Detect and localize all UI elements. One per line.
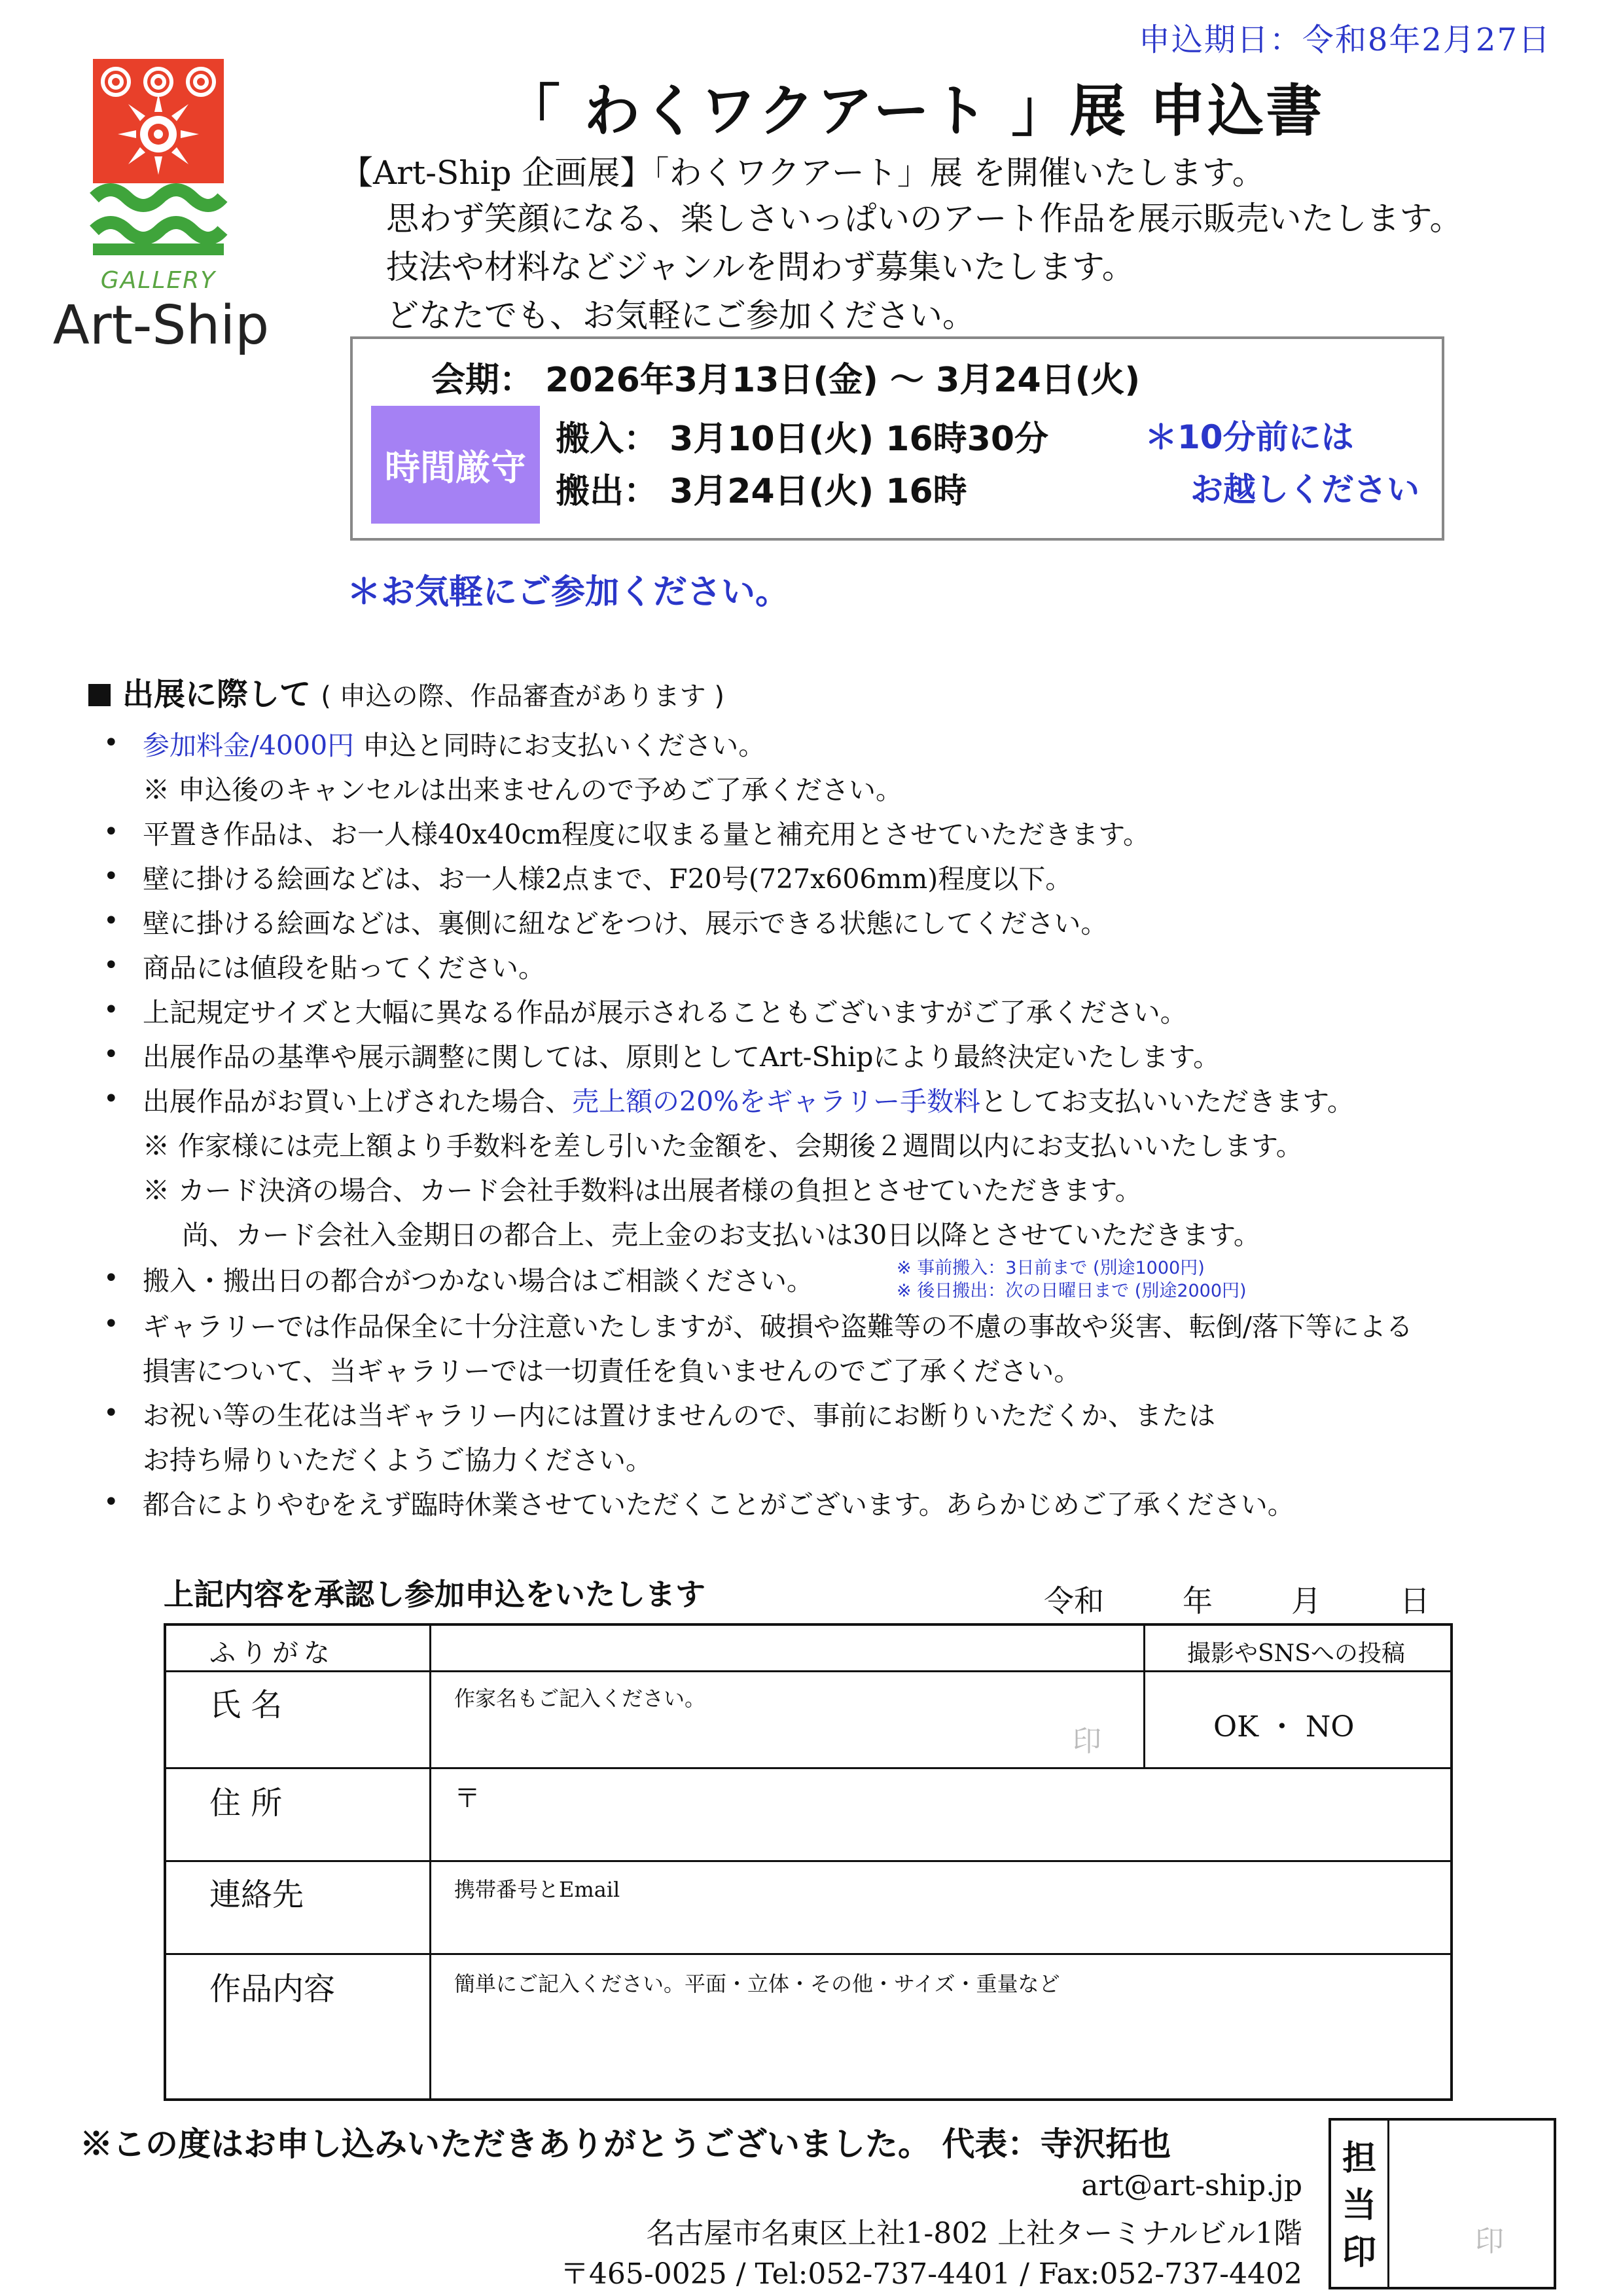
gallery-address: 名古屋市名東区上社1-802 上社ターミナルビル1階 xyxy=(646,2217,1302,2250)
sun-wave-logo-icon xyxy=(54,59,263,268)
column-divider xyxy=(1143,1626,1145,1767)
sns-consent-label: 撮影やSNSへの投稿 xyxy=(1187,1640,1405,1667)
works-label: 作品内容 xyxy=(209,1971,336,2007)
rule-item: 出展作品の基準や展示調整に関しては、原則としてArt-Shipにより最終決定いたします。 xyxy=(143,1041,1221,1073)
column-divider xyxy=(429,1626,431,2101)
carry-in-time: 搬入： 3月10日(火) 16時30分 xyxy=(556,420,1049,459)
contact-hint: 携帯番号とEmail xyxy=(454,1877,620,1902)
intro-line: 【Art-Ship 企画展】「わくワクアート」展 を開催いたします。 xyxy=(340,154,1265,192)
works-hint: 簡単にご記入ください。平面・立体・その他・サイズ・重量など xyxy=(454,1971,1060,1996)
rule-note: ※ 作家様には売上額より手数料を差し引いた金額を、会期後２週間以内にお支払いいたします。 xyxy=(143,1130,1303,1162)
seal-mark: 印 xyxy=(1073,1725,1101,1758)
section-title: 出展に際して xyxy=(122,676,312,713)
gallery-logo xyxy=(52,59,270,367)
staff-seal-label: 担当印 xyxy=(1342,2138,1376,2272)
commission-text: としてお支払いいただきます。 xyxy=(980,1086,1354,1117)
staff-seal-mark: 印 xyxy=(1475,2225,1504,2258)
gallery-contact: 〒465-0025 / Tel:052-737-4401 / Fax:052-737-4402 xyxy=(560,2257,1302,2291)
rule-item: 壁に掛ける絵画などは、裏側に紐などをつけ、展示できる状態にしてください。 xyxy=(143,908,1108,939)
staff-box-divider xyxy=(1387,2121,1389,2287)
staff-seal-box xyxy=(1329,2118,1556,2289)
rule-item-cont: お持ち帰りいただくようご協力ください。 xyxy=(143,1444,652,1476)
address-label: 住 所 xyxy=(209,1785,283,1821)
furigana-label: ふりがな xyxy=(209,1638,335,1668)
agreement-statement: 上記内容を承認し参加申込をいたします xyxy=(164,1577,705,1612)
bullet-icon: • xyxy=(103,1039,119,1069)
bullet-icon: • xyxy=(103,728,119,758)
rule-item: お祝い等の生花は当ギャラリー内には置けませんので、事前にお断りいただくか、または xyxy=(143,1400,1216,1431)
exhibition-period: 会期： 2026年3月13日(金) 〜 3月24日(火) xyxy=(431,361,1141,400)
date-era: 令和 xyxy=(1044,1583,1104,1619)
section-subtitle: ( 申込の際、作品審査があります ) xyxy=(321,681,724,711)
page-title: 「 わくワクアート 」展 申込書 xyxy=(504,78,1325,144)
row-divider xyxy=(166,1767,1450,1769)
logo-gallery-text: GALLERY xyxy=(100,267,217,294)
application-date xyxy=(1044,1577,1430,1621)
fee-text: 申込と同時にお支払いください。 xyxy=(354,730,766,761)
logo-name-text: Art-Ship xyxy=(52,295,270,357)
rule-item: 搬入・搬出日の都合がつかない場合はご相談ください。 xyxy=(143,1265,813,1297)
schedule-box xyxy=(350,336,1444,541)
rule-item: 上記規定サイズと大幅に異なる作品が展示されることもございますがご了承ください。 xyxy=(143,997,1187,1028)
bullet-icon: • xyxy=(103,906,119,936)
intro-line: 思わず笑顔になる、楽しさいっぱいのアート作品を展示販売いたします。 xyxy=(386,200,1463,238)
application-deadline: 申込期日：令和8年2月27日 xyxy=(1138,22,1551,58)
fee-amount: 参加料金/4000円 xyxy=(143,730,355,761)
name-label: 氏 名 xyxy=(209,1687,283,1723)
name-hint: 作家名もご記入ください。 xyxy=(454,1686,706,1711)
date-year: 年 xyxy=(1183,1583,1213,1619)
gallery-email: art@art-ship.jp xyxy=(1081,2169,1302,2202)
date-month: 月 xyxy=(1291,1583,1321,1619)
postal-mark: 〒 xyxy=(454,1784,480,1814)
bullet-icon: • xyxy=(103,1398,119,1428)
arrive-early-note: ＊10分前には xyxy=(1145,418,1354,456)
late-carry-out-note: ※ 後日搬出：次の日曜日まで (別途2000円) xyxy=(897,1281,1247,1301)
application-form xyxy=(164,1623,1453,2101)
sns-options[interactable]: OK ・ NO xyxy=(1213,1710,1355,1744)
rule-item-cont: 損害について、当ギャラリーでは一切責任を負いませんのでご了承ください。 xyxy=(143,1355,1081,1387)
date-day: 日 xyxy=(1400,1583,1430,1619)
bullet-icon: • xyxy=(103,817,119,847)
bullet-icon: • xyxy=(103,995,119,1025)
row-divider xyxy=(166,1860,1450,1862)
thank-you-message: ※この度はお申し込みいただきありがとうございました。 代表：寺沢拓也 xyxy=(80,2125,1171,2163)
contact-label: 連絡先 xyxy=(209,1876,304,1913)
early-carry-in-note: ※ 事前搬入：3日前まで (別途1000円) xyxy=(897,1258,1205,1278)
intro-line: どなたでも、お気軽にご参加ください。 xyxy=(386,296,975,334)
strict-time-badge: 時間厳守 xyxy=(371,406,540,524)
row-divider xyxy=(166,1953,1450,1955)
rule-item: 壁に掛ける絵画などは、お一人様2点まで、F20号(727x606mm)程度以下。 xyxy=(143,863,1073,895)
rule-note: 尚、カード会社入金期日の都合上、売上金のお支払いは30日以降とさせていただきます。 xyxy=(182,1219,1260,1251)
rule-item: 商品には値段を貼ってください。 xyxy=(143,952,545,984)
carry-out-time: 搬出： 3月24日(火) 16時 xyxy=(556,472,967,511)
commission-text: 出展作品がお買い上げされた場合、 xyxy=(143,1086,572,1117)
intro-line: 技法や材料などジャンルを問わず募集いたします。 xyxy=(386,248,1135,286)
row-divider xyxy=(166,1670,1450,1672)
rule-note: ※ カード決済の場合、カード会社手数料は出展者様の負担とさせていただきます。 xyxy=(143,1175,1142,1206)
rule-item: ギャラリーでは作品保全に十分注意いたしますが、破損や盗難等の不慮の事故や災害、転倒/落下等による xyxy=(143,1311,1413,1342)
section-heading xyxy=(88,669,724,714)
bullet-icon: • xyxy=(103,1084,119,1114)
bullet-icon: • xyxy=(103,1263,119,1293)
bullet-icon: • xyxy=(103,950,119,980)
rule-commission xyxy=(143,1080,1354,1119)
square-bullet-icon xyxy=(88,684,111,706)
rule-item: 平置き作品は、お一人様40x40cm程度に収まる量と補充用とさせていただきます。 xyxy=(143,819,1150,850)
casual-participation-note: ＊お気軽にご参加ください。 xyxy=(347,573,790,612)
bullet-icon: • xyxy=(103,1309,119,1339)
bullet-icon: • xyxy=(103,1487,119,1517)
commission-rate: 売上額の20%をギャラリー手数料 xyxy=(572,1086,981,1117)
arrive-early-note: お越しください xyxy=(1190,471,1419,509)
bullet-icon: • xyxy=(103,861,119,891)
rule-fee xyxy=(143,724,765,762)
rule-note: ※ 申込後のキャンセルは出来ませんので予めご了承ください。 xyxy=(143,774,903,806)
rule-item: 都合によりやむをえず臨時休業させていただくことがございます。あらかじめご了承ください。 xyxy=(143,1489,1294,1520)
